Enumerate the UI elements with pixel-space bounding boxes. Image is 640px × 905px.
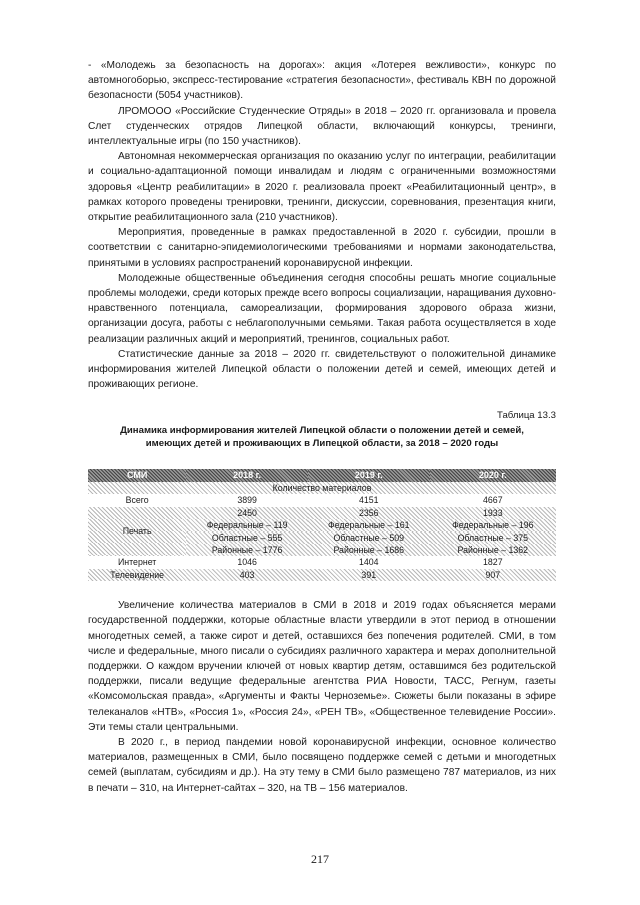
cell-internet-2019: 1404 (358, 557, 379, 568)
table-row-tv (88, 569, 556, 581)
cell-print-2019: 2356 (358, 507, 379, 518)
cell-tv-2020: 907 (485, 569, 501, 580)
cell-district-2019: Районные – 1686 (333, 544, 405, 555)
page-number: 217 (311, 852, 329, 866)
table-row-total (88, 494, 556, 506)
header-media: СМИ (88, 469, 186, 481)
page-body (88, 58, 556, 796)
cell-federal-2019: Федеральные – 161 (328, 520, 410, 531)
table-subheader-row (88, 482, 556, 494)
table-header-row (88, 469, 556, 481)
cell-internet-2020: 1827 (483, 557, 503, 568)
cell-print-2020: 1933 (483, 507, 503, 518)
cell-tv-2019: 391 (361, 569, 377, 580)
table-title-line1: Динамика информирования жителей Липецкой области о положении детей и семей, (120, 425, 524, 437)
header-2018: 2018 г. (186, 469, 308, 481)
cell-federal-2018: Федеральные – 119 (206, 520, 288, 531)
table-title (88, 424, 556, 450)
row-label-internet: Интернет (117, 557, 157, 568)
row-label-print: Печать (122, 526, 152, 537)
header-2020: 2020 г. (430, 469, 556, 481)
cell-internet-2018: 1046 (237, 557, 257, 568)
paragraph-pandemic-2020: В 2020 г., в период пандемии новой коронавирусной инфекции, основное количество материалов, размещенных в СМИ, было посвящено поддержке семей с детьми и многодетных семей (выплатам, субсидиям и др.). На эту тему в СМИ было размещено 787 материалов, из них в печати – 310, на Интернет-сайтах – 320, на ТВ – 156 материалов. (88, 736, 556, 794)
paragraph-youth-associations: Молодежные общественные объединения сегодня способны решать многие социальные проблемы молодежи, среди которых прежде всего вопросы социализации, наращивания духовно-нравственного потенциала, самореализации, формирования здорового образа жизни, организации досуга, работы с неблагополучными семьями. Такая работа осуществляется в ходе реализации различных акций и мероприятий, тренингов, социальных работ. (88, 272, 556, 345)
cell-district-2018: Районные – 1776 (211, 544, 283, 555)
row-label-total: Всего (125, 495, 149, 506)
row-label-tv: Телевидение (110, 569, 165, 580)
paragraph-road-safety: - «Молодежь за безопасность на дорогах»: акция «Лотерея вежливости», конкурс по автомногоборью, экспресс-тестирование «стратегия безопасности», фестиваль КВН по дорожной безопасности (5054 участников). (88, 60, 556, 102)
cell-regional-2019: Областные – 509 (333, 532, 405, 543)
cell-total-2020: 4667 (483, 495, 503, 506)
paragraph-student-brigades: ЛРОМООО «Российские Студенческие Отряды» в 2018 – 2020 гг. организовала и провела Слет студенческих отрядов Липецкой области, включающий конкурсы, тренинги, интеллектуальные игры (по 150 участников). (88, 105, 556, 148)
subheader-materials-count: Количество материалов (272, 482, 372, 493)
paragraph-rehab-center: Автономная некоммерческая организация по оказанию услуг по интеграции, реабилитации и социально-адаптационной помощи инвалидам и людям с ограниченными возможностями здоровья «Центр реабилитации» в 2020 г. реализовала проект «Реабилитационный центр», в рамках которого проведены тренировки, тренинги, дискуссии, соревнования, презентация книги, открытие реабилитационного зала (210 участников). (88, 151, 556, 224)
cell-federal-2020: Федеральные – 196 (452, 520, 534, 531)
cell-print-2018: 2450 (237, 507, 257, 518)
cell-regional-2018: Областные – 555 (211, 532, 283, 543)
cell-tv-2018: 403 (239, 569, 255, 580)
cell-regional-2020: Областные – 375 (457, 532, 529, 543)
paragraph-statistics: Статистические данные за 2018 – 2020 гг. свидетельствуют о положительной динамике информирования жителей Липецкой области о положении детей и семей, имеющих детей и проживающих регионе. (88, 348, 556, 391)
table-row-internet (88, 556, 556, 568)
paragraph-media-growth: Увеличение количества материалов в СМИ в 2018 и 2019 годах объясняется мерами государственной поддержки, которые областные власти утвердили в этот период в отношении многодетных семей, а также сирот и детей, оставшихся без попечения родителей. СМИ, в том числе и федеральные, много писали о субсидиях различного характера и мерах дополнительной поддержки. О каждом вручении ключей от новых квартир детям, оставшимся без родительской поддержки, писали ведущие федеральные агентства РИА Новости, ТАСС, Регнум, газеты «Комсомольская правда», «Аргументы и Факты Черноземье». Сюжеты были показаны в эфире телеканалов «НТВ», «Россия 1», «Россия 24», «РЕН ТВ», «Общественное телевидение России». Эти темы стали центральными. (88, 600, 556, 733)
cell-district-2020: Районные – 1362 (457, 544, 529, 555)
header-2019: 2019 г. (308, 469, 430, 481)
media-statistics-table (88, 469, 556, 581)
table-number: Таблица 13.3 (497, 410, 556, 422)
cell-total-2019: 4151 (358, 495, 379, 506)
paragraph-subsidy-events: Мероприятия, проведенные в рамках предоставленной в 2020 г. субсидии, прошли в соответствии с санитарно-эпидемиологическими требованиями и нормами законодательства, принятыми в условиях распространений коронавирусной инфекции. (88, 227, 556, 269)
table-row-print-total (88, 507, 556, 519)
table-title-line2: имеющих детей и проживающих в Липецкой области, за 2018 – 2020 годы (145, 438, 499, 450)
cell-total-2018: 3899 (237, 495, 257, 506)
